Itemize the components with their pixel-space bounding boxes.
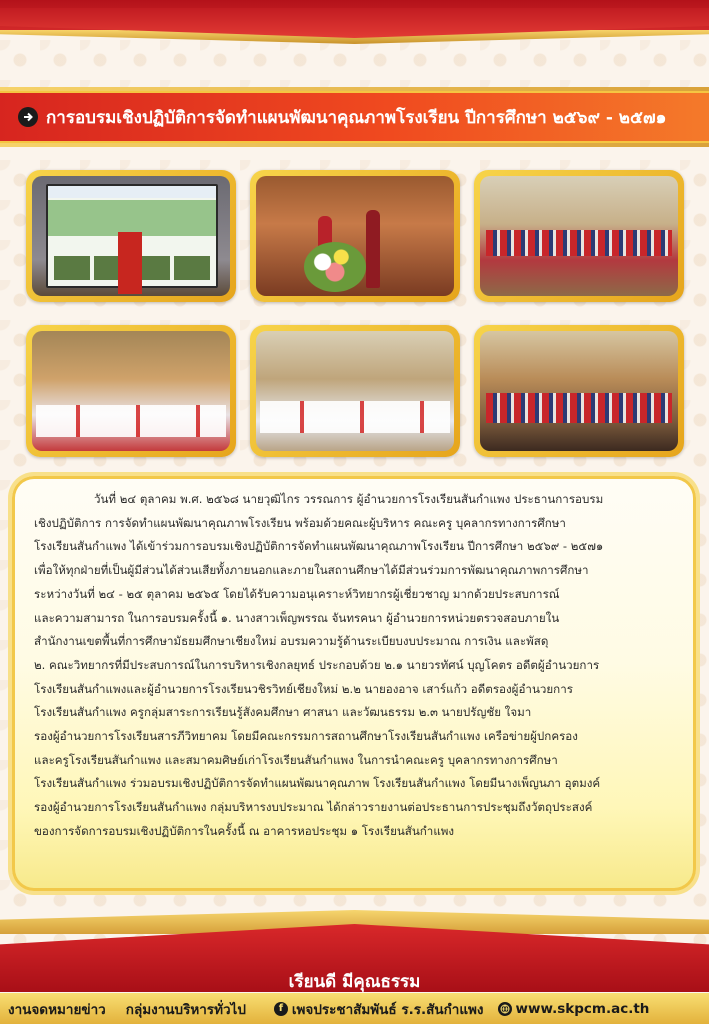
globe-icon bbox=[498, 1002, 512, 1016]
flower-arrangement bbox=[304, 242, 366, 292]
body-line: ของการจัดการอบรมเชิงปฏิบัติการในครั้งนี้ ณ อาคารหอประชุม ๑ โรงเรียนสันกำแพง bbox=[34, 823, 455, 838]
website-text: www.skpcm.ac.th bbox=[515, 1000, 650, 1017]
photo-group-standing[interactable] bbox=[474, 170, 684, 302]
podium bbox=[118, 232, 142, 294]
body-line: และความสามารถ ในการอบรมครั้งนี้ ๑. นางสาวเพ็ญพรรณ จันทรคนา ผู้อำนวยการหน่วยตรวจสอบภายใน bbox=[34, 610, 560, 625]
title-banner bbox=[0, 91, 709, 143]
news-body-panel bbox=[12, 476, 696, 891]
arrow-right-icon bbox=[18, 107, 38, 127]
facebook-icon: f bbox=[274, 1002, 288, 1016]
group-of-people bbox=[486, 230, 672, 256]
facebook-page-link[interactable] bbox=[274, 998, 484, 1020]
standing-person bbox=[366, 210, 380, 288]
participant-tables bbox=[36, 405, 226, 437]
facebook-page-text: เพจประชาสัมพันธ์ ร.ร.สันกำแพง bbox=[291, 1001, 484, 1018]
body-line: สำนักงานเขตพื้นที่การศึกษามัธยมศึกษาเชียงใหม่ อบรมความรู้ด้านระเบียบงบประมาณ การเงิน และพัสดุ bbox=[34, 634, 549, 649]
body-line: รองผู้อำนวยการโรงเรียนสันกำแพง กลุ่มบริหารงบประมาณ ได้กล่าวรายงานต่อประธานการประชุมถึงวัตถุประสงค์ bbox=[34, 800, 593, 815]
photo-participants-tables[interactable] bbox=[26, 325, 236, 457]
photo-presentation-screen[interactable] bbox=[26, 170, 236, 302]
body-line: โรงเรียนสันกำแพง ครูกลุ่มสาระการเรียนรู้สังคมศึกษา ศาสนา และวัฒนธรรม ๒.๓ นายปรัญชัย ใจมา bbox=[34, 705, 532, 720]
seated-guests bbox=[486, 393, 672, 423]
body-line: โรงเรียนสันกำแพง ได้เข้าร่วมการอบรมเชิงปฏิบัติการจัดทำแผนพัฒนาคุณภาพโรงเรียน ปีการศึกษา ๒๕๖๙ - ๒๕๗๑ bbox=[34, 539, 604, 554]
school-slogan: เรียนดี มีคุณธรรม bbox=[288, 972, 421, 992]
newsletter-label: งานจดหมายข่าว bbox=[8, 1001, 106, 1018]
photo-seated-guests[interactable] bbox=[474, 325, 684, 457]
body-line: เชิงปฏิบัติการ การจัดทำแผนพัฒนาคุณภาพโรงเรียน พร้อมด้วยคณะผู้บริหาร คณะครู บุคลากรทางการศึกษา bbox=[34, 515, 566, 530]
photo-speaker-flowers[interactable] bbox=[250, 170, 460, 302]
body-line: โรงเรียนสันกำแพง ร่วมอบรมเชิงปฏิบัติการจัดทำแผนพัฒนาคุณภาพ โรงเรียนสันกำแพง โดยมีนางเพ็ญนภา อุตมงค์ bbox=[34, 776, 601, 791]
body-line: เพื่อให้ทุกฝ่ายที่เป็นผู้มีส่วนได้ส่วนเสียทั้งภายนอกและภายในสถานศึกษาได้มีส่วนร่วมการพัฒนาคุณภาพการศึกษา bbox=[34, 563, 589, 578]
hall-tables bbox=[260, 401, 450, 433]
body-line: รองผู้อำนวยการโรงเรียนสารภีวิทยาคม โดยมีคณะกรรมการสถานศึกษาโรงเรียนสันกำแพง เครือข่ายผู้ปกครอง bbox=[34, 729, 578, 744]
body-line: ๒. คณะวิทยากรที่มีประสบการณ์ในการบริหารเชิงกลยุทธ์ ประกอบด้วย ๒.๑ นายวรทัศน์ บุญโคตร อดีตผู้อำนวยการ bbox=[34, 657, 600, 672]
photo-hall-tables[interactable] bbox=[250, 325, 460, 457]
website-link[interactable] bbox=[498, 1001, 650, 1017]
body-line: ระหว่างวันที่ ๒๔ - ๒๕ ตุลาคม ๒๕๖๕ โดยได้รับความอนุเคราะห์วิทยากรผู้เชี่ยวชาญ มากด้วยประสบการณ์ bbox=[34, 586, 560, 601]
body-line: โรงเรียนสันกำแพงและผู้อำนวยการโรงเรียนวชิรวิทย์เชียงใหม่ ๒.๒ นายองอาจ เสาร์แก้ว อดีตรองผู้อำนวยการ bbox=[34, 681, 573, 696]
page-title: การอบรมเชิงปฏิบัติการจัดทำแผนพัฒนาคุณภาพโรงเรียน ปีการศึกษา ๒๕๖๙ - ๒๕๗๑ bbox=[46, 107, 667, 128]
body-line: วันที่ ๒๔ ตุลาคม พ.ศ. ๒๕๖๘ นายวุฒิไกร วรรณการ ผู้อำนวยการโรงเรียนสันกำแพง ประธานการอบรม bbox=[94, 492, 604, 506]
body-line: และครูโรงเรียนสันกำแพง และสมาคมศิษย์เก่าโรงเรียนสันกำแพง ในการนำคณะครู บุคลากรทางการศึกษา bbox=[34, 752, 558, 767]
footer-info-bar bbox=[0, 993, 709, 1024]
department-label: กลุ่มงานบริหารทั่วไป bbox=[125, 1001, 246, 1018]
